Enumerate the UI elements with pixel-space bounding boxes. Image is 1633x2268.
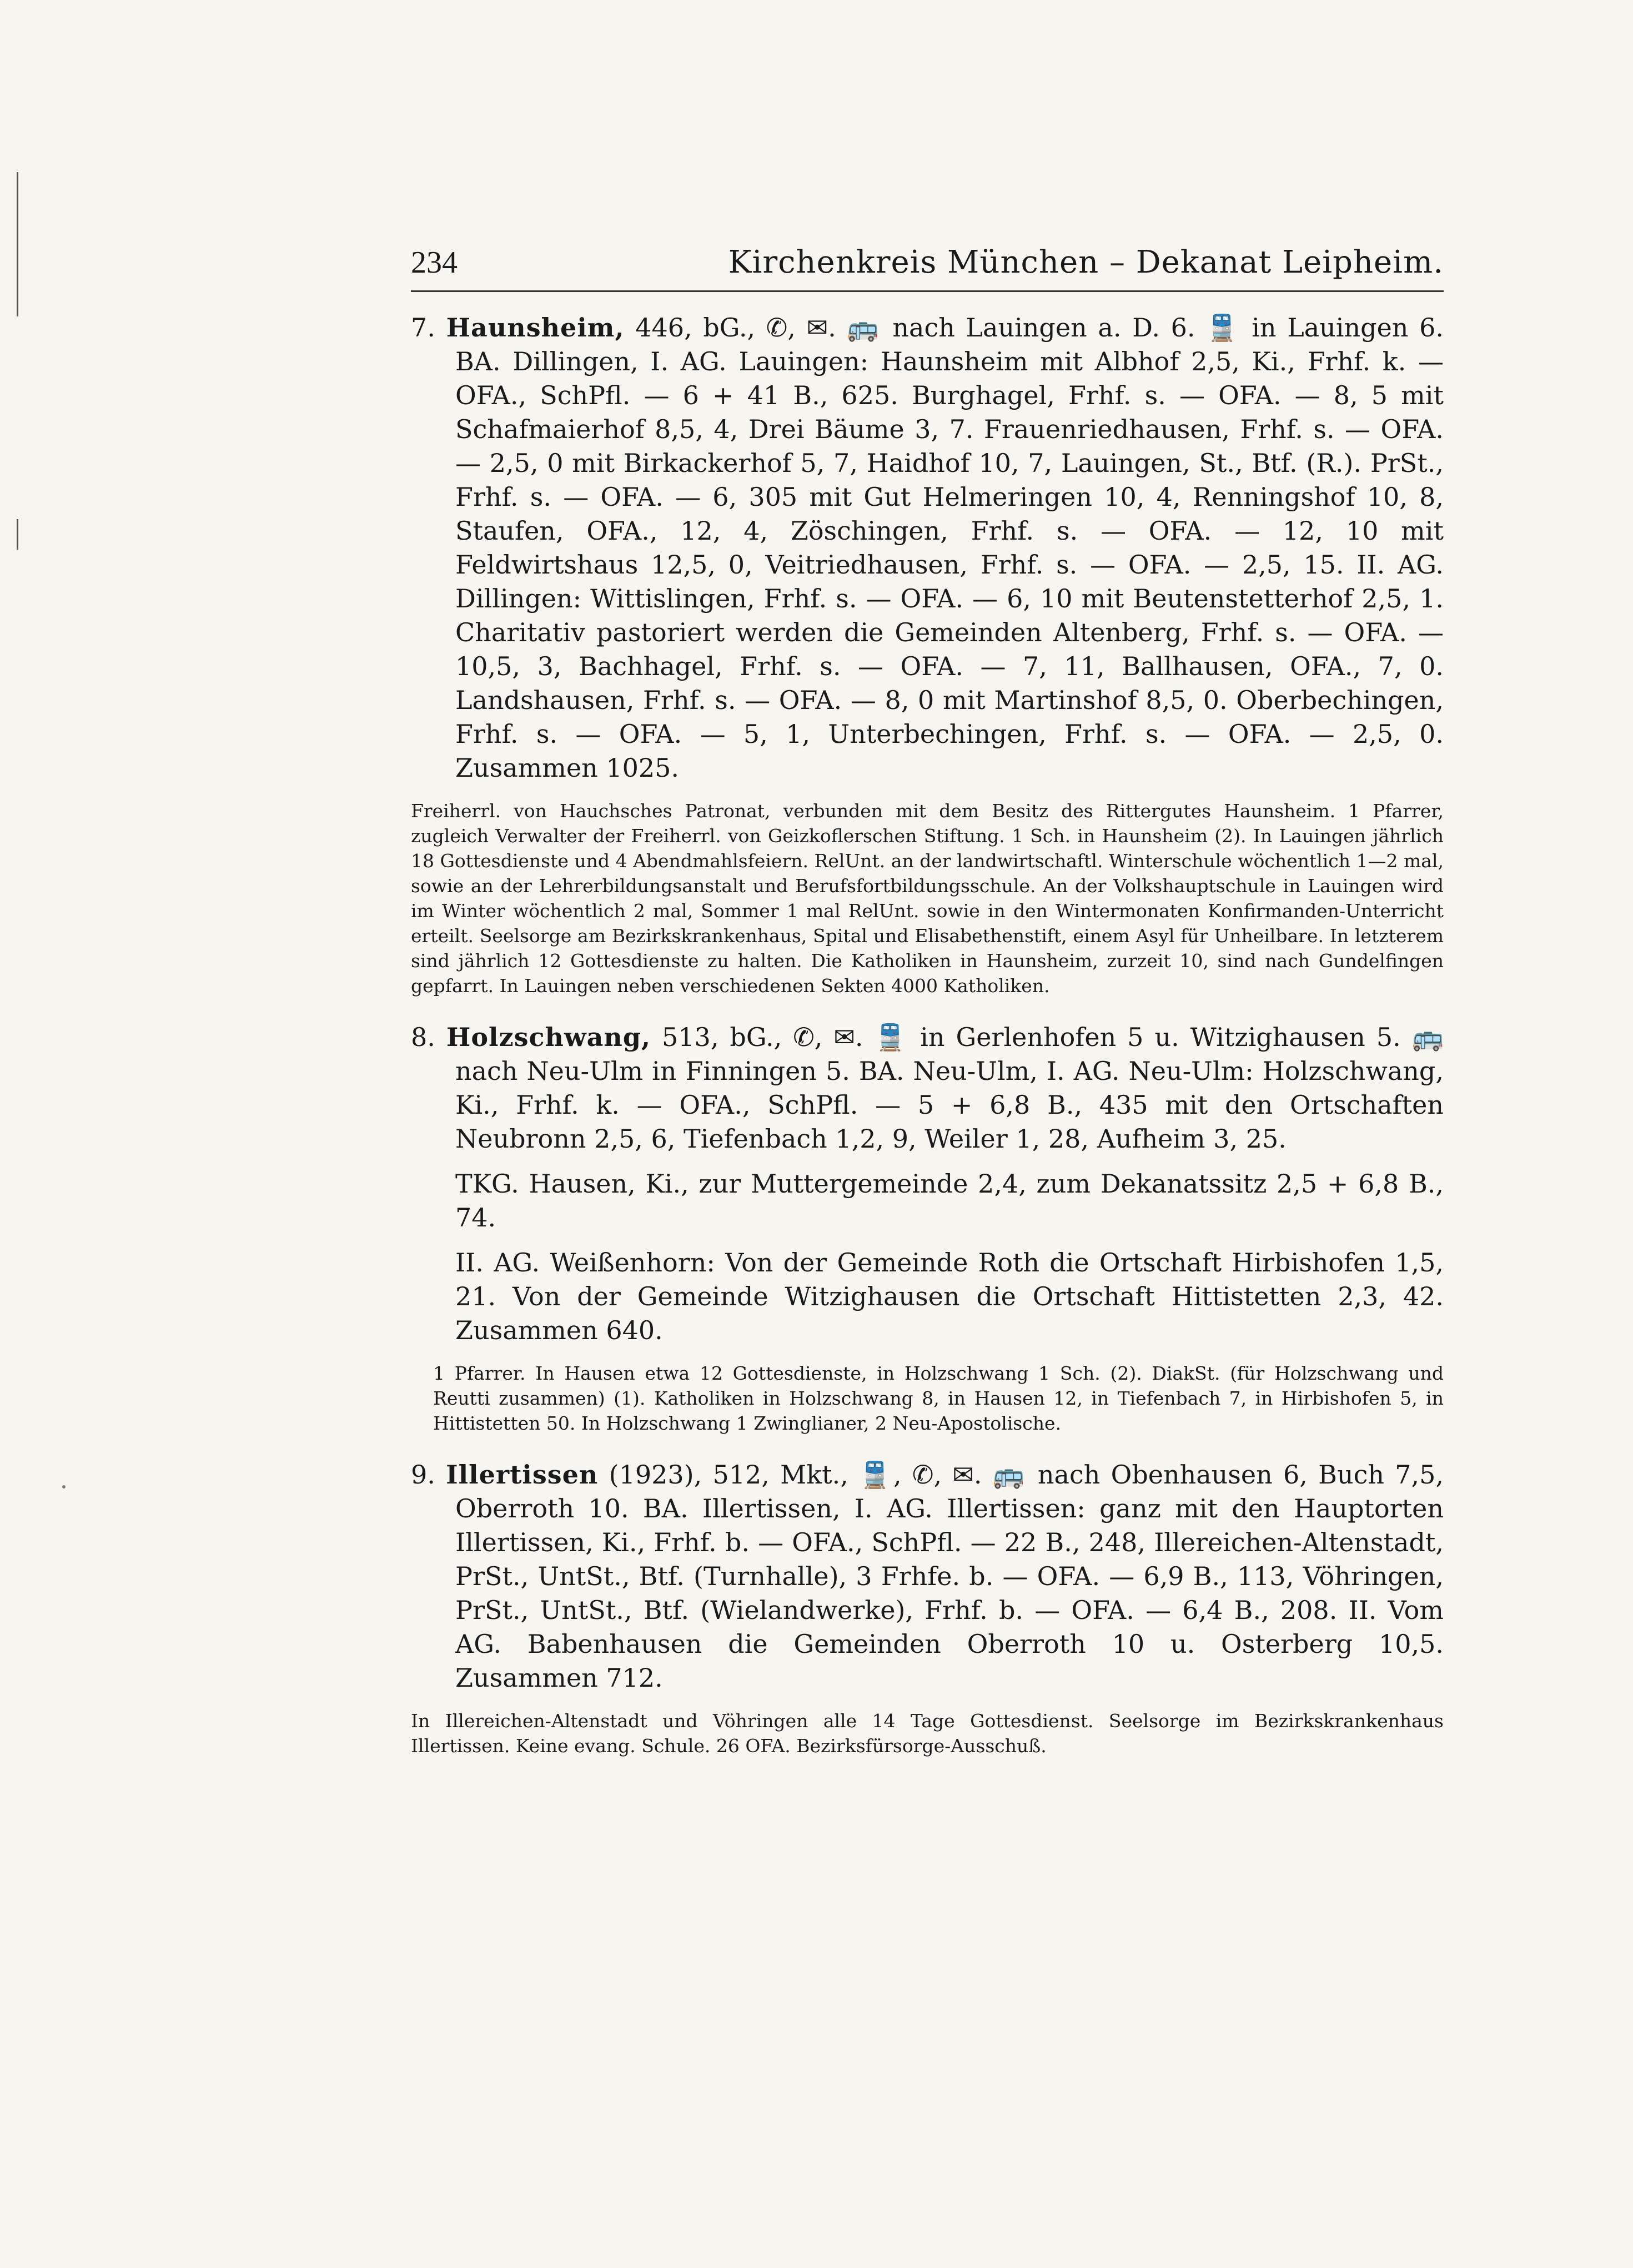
entry-sub-ag: II. AG. Weißenhorn: Von der Gemeinde Roth die Ortschaft Hirbishofen 1,5, 21. Von der Gemeinde Witzighausen die Ortschaft Hittistetten 2,3, 42. Zusammen 640.	[455, 1248, 1444, 1345]
entry-note: In Illereichen-Altenstadt und Vöhringen alle 14 Tage Gottesdienst. Seelsorge im Bezirkskrankenhaus Illertissen. Keine evang. Schule. 26 OFA. Bezirksfürsorge-Ausschuß.	[411, 1710, 1444, 1757]
margin-mark-middle	[17, 519, 18, 550]
running-header	[411, 244, 1444, 292]
entry-text: 446, bG., ✆, ✉. 🚌 nach Lauingen a. D. 6. 🚆 in Lauingen 6. BA. Dillingen, I. AG. Lauingen: Haunsheim mit Albhof 2,5, Ki., Frhf. k. — OFA., SchPfl. — 6 + 41 B., 625. Burghagel, Frhf. s. — OFA. — 8, 5 mit Schafmaierhof 8,5, 4, Drei Bäume 3, 7. Frauenriedhausen, Frhf. s. — OFA. — 2,5, 0 mit Birkackerhof 5, 7, Haidhof 10, 7, Lauingen, St., Btf. (R.). PrSt., Frhf. s. — OFA. — 6, 305 mit Gut Helmeringen 10, 4, Renningshof 10, 8, Staufen, OFA., 12, 4, Zöschingen, Frhf. s. — OFA. — 12, 10 mit Feldwirtshaus 12,5, 0, Veitriedhausen, Frhf. s. — OFA. — 2,5, 15. II. AG. Dillingen: Wittislingen, Frhf. s. — OFA. — 6, 10 mit Beutenstetterhof 2,5, 1. Charitativ pastoriert werden die Gemeinden Altenberg, Frhf. s. — OFA. — 10,5, 3, Bachhagel, Frhf. s. — OFA. — 7, 11, Ballhausen, OFA., 7, 0. Landshausen, Frhf. s. — OFA. — 8, 0 mit Martinshof 8,5, 0. Oberbechingen, Frhf. s. — OFA. — 5, 1, Unterbechingen, Frhf. s. — OFA. — 2,5, 0. Zusammen 1025.	[455, 313, 1444, 783]
entry-sub-tkg: TKG. Hausen, Ki., zur Muttergemeinde 2,4, zum Dekanatssitz 2,5 + 6,8 B., 74.	[455, 1169, 1444, 1233]
entry-text: 513, bG., ✆, ✉. 🚆 in Gerlenhofen 5 u. Witzighausen 5. 🚌 nach Neu-Ulm in Finningen 5. BA. Neu-Ulm, I. AG. Neu-Ulm: Holzschwang, Ki., Frhf. k. — OFA., SchPfl. — 5 + 6,8 B., 435 mit den Ortschaften Neubronn 2,5, 6, Tiefenbach 1,2, 9, Weiler 1, 28, Aufheim 3, 25.	[455, 1022, 1444, 1154]
page-number: 234	[411, 245, 458, 280]
place-name: Holzschwang,	[446, 1022, 651, 1052]
place-name: Illertissen	[446, 1460, 599, 1490]
place-name: Haunsheim,	[446, 313, 625, 343]
entry-illertissen	[411, 1458, 1444, 1758]
entry-number: 9.	[411, 1460, 435, 1490]
entry-number: 7.	[411, 313, 435, 343]
margin-mark-top	[17, 172, 18, 316]
entry-main	[411, 311, 1444, 785]
page	[411, 244, 1444, 1758]
entry-main	[411, 1020, 1444, 1156]
entry-haunsheim	[411, 311, 1444, 998]
entry-main	[411, 1458, 1444, 1695]
entry-text: (1923), 512, Mkt., 🚆, ✆, ✉. 🚌 nach Obenhausen 6, Buch 7,5, Oberroth 10. BA. Illertissen, I. AG. Illertissen: ganz mit den Hauptorten Illertissen, Ki., Frhf. b. — OFA., SchPfl. — 22 B., 248, Illereichen-Altenstadt, PrSt., UntSt., Btf. (Turnhalle), 3 Frhfe. b. — OFA. — 6,9 B., 113, Vöhringen, PrSt., UntSt., Btf. (Wielandwerke), Frhf. b. — OFA. — 6,4 B., 208. II. Vom AG. Babenhausen die Gemeinden Oberroth 10 u. Osterberg 10,5. Zusammen 712.	[455, 1460, 1444, 1693]
entry-holzschwang	[411, 1020, 1444, 1436]
speck	[62, 1485, 66, 1488]
entry-number: 8.	[411, 1022, 435, 1052]
running-title: Kirchenkreis München – Dekanat Leipheim.	[728, 244, 1444, 280]
entry-note: Freiherrl. von Hauchsches Patronat, verbunden mit dem Besitz des Rittergutes Haunsheim. 1 Pfarrer, zugleich Verwalter der Freiherrl. von Geizkoflerschen Stiftung. 1 Sch. in Haunsheim (2). In Lauingen jährlich 18 Gottesdienste und 4 Abendmahlsfeiern. RelUnt. an der landwirtschaftl. Winterschule wöchentlich 1—2 mal, sowie an der Lehrerbildungsanstalt und Berufsfortbildungsschule. An der Volkshauptschule in Lauingen wird im Winter wöchentlich 2 mal, Sommer 1 mal RelUnt. sowie in den Wintermonaten Konfirmanden-Unterricht erteilt. Seelsorge am Bezirkskrankenhaus, Spital und Elisabethenstift, einem Asyl für Unheilbare. In letzterem sind jährlich 12 Gottesdienste zu halten. Die Katholiken in Haunsheim, zurzeit 10, sind nach Gundelfingen gepfarrt. In Lauingen neben verschiedenen Sekten 4000 Katholiken.	[411, 800, 1444, 997]
entry-note: 1 Pfarrer. In Hausen etwa 12 Gottesdienste, in Holzschwang 1 Sch. (2). DiakSt. (für Holzschwang und Reutti zusammen) (1). Katholiken in Holzschwang 8, in Hausen 12, in Tiefenbach 7, in Hirbishofen 5, in Hittistetten 50. In Holzschwang 1 Zwinglianer, 2 Neu-Apostolische.	[433, 1362, 1444, 1434]
